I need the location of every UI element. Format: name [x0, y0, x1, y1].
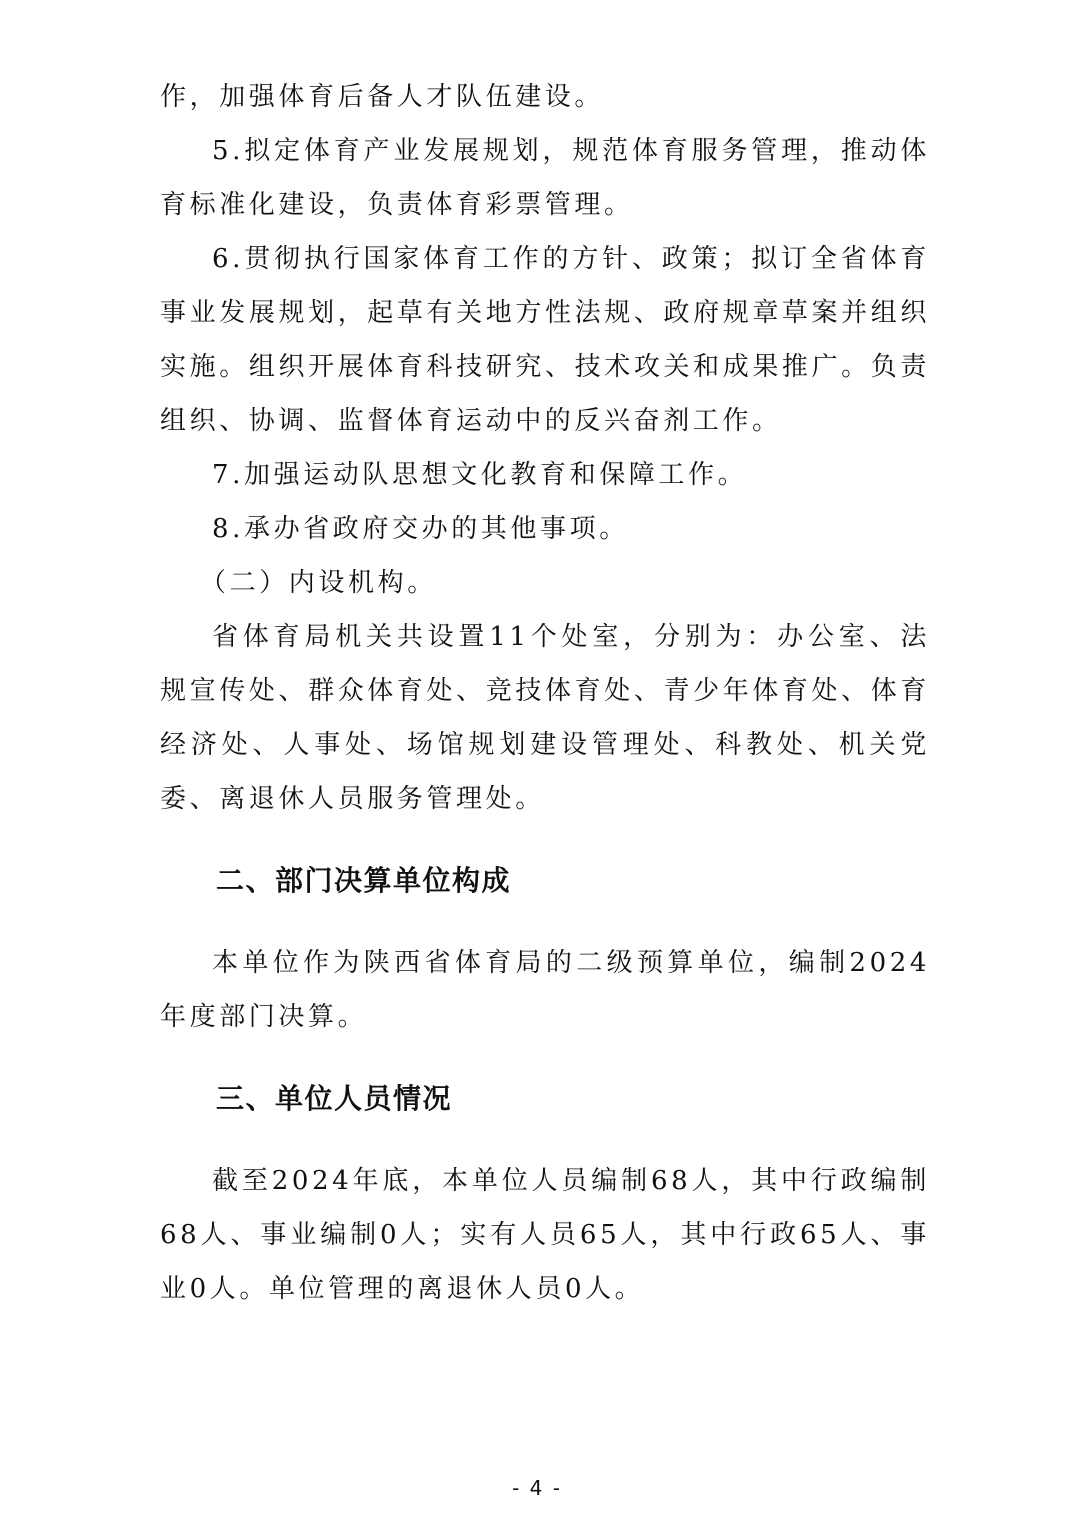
paragraph-staff: 截至2024年底，本单位人员编制68人，其中行政编制68人、事业编制0人；实有人员65人，其中行政65人、事业0人。单位管理的离退休人员0人。: [160, 1166, 930, 1304]
paragraph-item-7: 7.加强运动队思想文化教育和保障工作。: [212, 460, 748, 490]
paragraph-item-6: 6.贯彻执行国家体育工作的方针、政策；拟订全省体育事业发展规划，起草有关地方性法规、政府规章草案并组织实施。组织开展体育科技研究、技术攻关和成果推广。负责组织、协调、监督体育运动中的反兴奋剂工作。: [160, 244, 930, 436]
paragraph-item-8: 8.承办省政府交办的其他事项。: [212, 514, 629, 544]
paragraph-item-5: 5.拟定体育产业发展规划，规范体育服务管理，推动体育标准化建设，负责体育彩票管理。: [160, 136, 930, 220]
paragraph-internal-organization: 省体育局机关共设置11个处室，分别为：办公室、法规宣传处、群众体育处、竞技体育处、青少年体育处、体育经济处、人事处、场馆规划建设管理处、科教处、机关党委、离退休人员服务管理处。: [160, 622, 930, 814]
subheading-internal-organization: （二）内设机构。: [200, 568, 437, 598]
section-heading-unit-composition: 二、部门决算单位构成: [216, 864, 512, 897]
paragraph-continuation: 作，加强体育后备人才队伍建设。: [160, 82, 605, 112]
section-heading-staff: 三、单位人员情况: [216, 1082, 453, 1115]
document-page: [160, 70, 930, 1316]
paragraph-unit-composition: 本单位作为陕西省体育局的二级预算单位，编制2024年度部门决算。: [160, 948, 930, 1032]
page-number: - 4 -: [512, 1476, 562, 1500]
